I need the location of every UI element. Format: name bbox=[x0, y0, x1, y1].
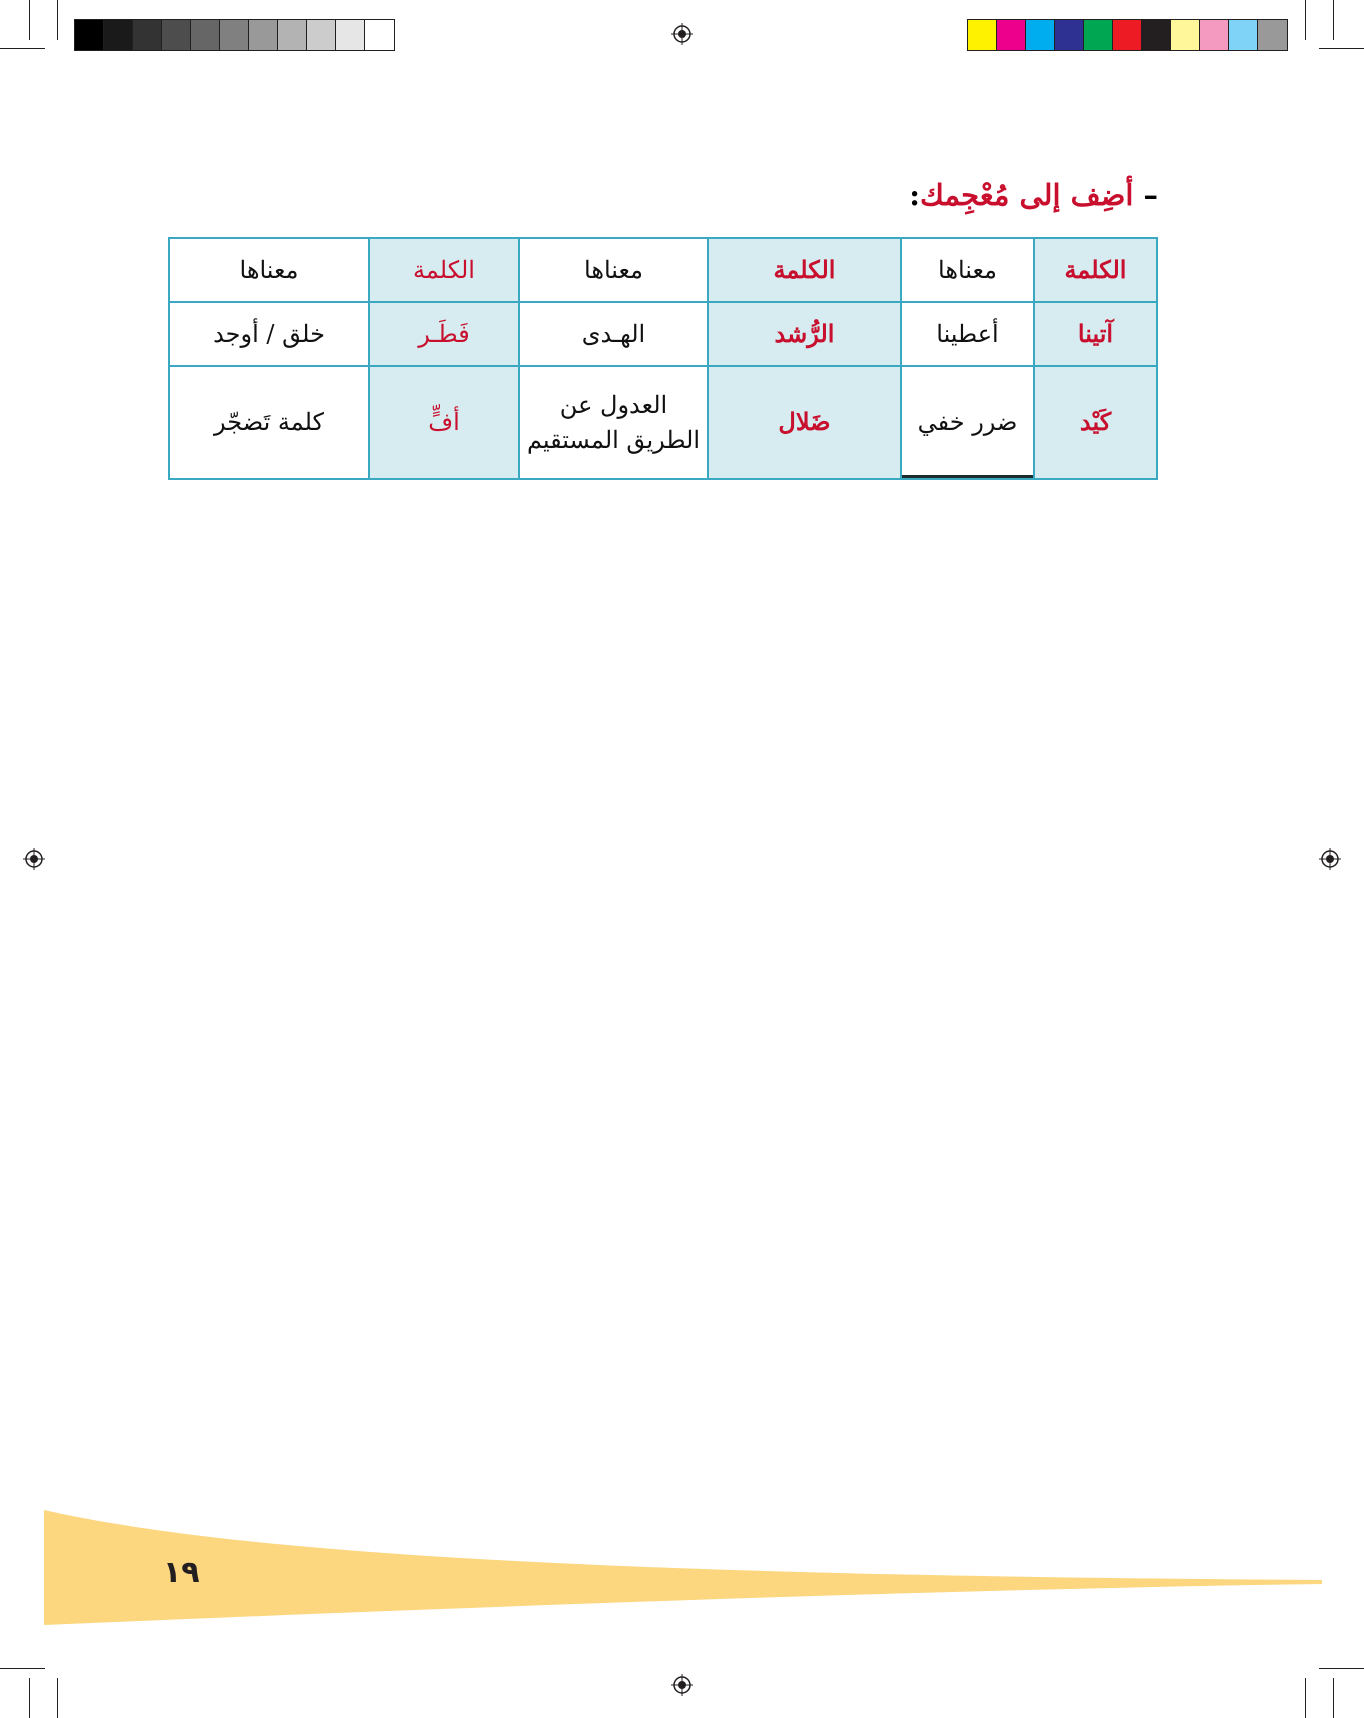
registration-mark-icon bbox=[23, 848, 45, 870]
color-swatch bbox=[1113, 20, 1142, 50]
word-header: الكلمة bbox=[1034, 238, 1157, 302]
registration-mark-icon bbox=[671, 23, 693, 45]
process-color-bar bbox=[967, 19, 1288, 51]
vocab-meaning: الهـدى bbox=[519, 302, 708, 366]
color-swatch bbox=[1258, 20, 1287, 50]
crop-mark bbox=[57, 0, 58, 40]
color-swatch bbox=[133, 20, 162, 50]
color-swatch bbox=[1229, 20, 1258, 50]
registration-mark-icon bbox=[671, 1674, 693, 1696]
crop-mark bbox=[1333, 0, 1334, 40]
vocab-word: فَطَـر bbox=[369, 302, 519, 366]
heading-dash: – bbox=[1143, 178, 1158, 212]
crop-mark bbox=[0, 1668, 45, 1669]
grayscale-color-bar bbox=[74, 19, 395, 51]
color-swatch bbox=[278, 20, 307, 50]
vocabulary-table bbox=[168, 237, 1158, 480]
color-swatch bbox=[1142, 20, 1171, 50]
heading-colon: : bbox=[909, 178, 920, 212]
color-swatch bbox=[220, 20, 249, 50]
vocab-word: كَيْد bbox=[1034, 366, 1157, 479]
color-swatch bbox=[75, 20, 104, 50]
vocab-meaning: خلق / أوجد bbox=[169, 302, 369, 366]
vocab-word: آتينا bbox=[1034, 302, 1157, 366]
footer-wave-band bbox=[0, 1500, 1364, 1660]
color-swatch bbox=[162, 20, 191, 50]
color-swatch bbox=[1055, 20, 1084, 50]
color-swatch bbox=[307, 20, 336, 50]
vocab-meaning: العدول عن الطريق المستقيم bbox=[519, 366, 708, 479]
crop-mark bbox=[1319, 1668, 1364, 1669]
vocab-word: الرُّشد bbox=[708, 302, 901, 366]
exercise-heading bbox=[909, 178, 1158, 212]
color-swatch bbox=[249, 20, 278, 50]
table-header-row bbox=[169, 238, 1157, 302]
color-swatch bbox=[336, 20, 365, 50]
table-row bbox=[169, 366, 1157, 479]
vocab-meaning: أعطينا bbox=[901, 302, 1034, 366]
color-swatch bbox=[1084, 20, 1113, 50]
table-row bbox=[169, 302, 1157, 366]
color-swatch bbox=[968, 20, 997, 50]
crop-mark bbox=[1305, 0, 1306, 40]
color-swatch bbox=[191, 20, 220, 50]
crop-mark bbox=[29, 1678, 30, 1718]
crop-mark bbox=[57, 1678, 58, 1718]
color-swatch bbox=[365, 20, 394, 50]
color-swatch bbox=[104, 20, 133, 50]
meaning-header: معناها bbox=[169, 238, 369, 302]
crop-mark bbox=[1305, 1678, 1306, 1718]
color-swatch bbox=[1200, 20, 1229, 50]
vocab-word: أفٍّ bbox=[369, 366, 519, 479]
heading-title: أضِف إلى مُعْجِمك bbox=[919, 178, 1134, 212]
registration-mark-icon bbox=[1319, 848, 1341, 870]
meaning-header: معناها bbox=[901, 238, 1034, 302]
meaning-header: معناها bbox=[519, 238, 708, 302]
crop-mark bbox=[1333, 1678, 1334, 1718]
vocab-meaning: كلمة تَضجّر bbox=[169, 366, 369, 479]
vocab-word: ضَلال bbox=[708, 366, 901, 479]
color-swatch bbox=[997, 20, 1026, 50]
word-header: الكلمة bbox=[708, 238, 901, 302]
vocab-meaning: ضرر خفي bbox=[901, 366, 1034, 479]
page-number: ١٩ bbox=[163, 1555, 200, 1590]
crop-mark bbox=[29, 0, 30, 40]
crop-mark bbox=[0, 48, 45, 49]
crop-mark bbox=[1319, 48, 1364, 49]
word-header: الكلمة bbox=[369, 238, 519, 302]
color-swatch bbox=[1171, 20, 1200, 50]
color-swatch bbox=[1026, 20, 1055, 50]
